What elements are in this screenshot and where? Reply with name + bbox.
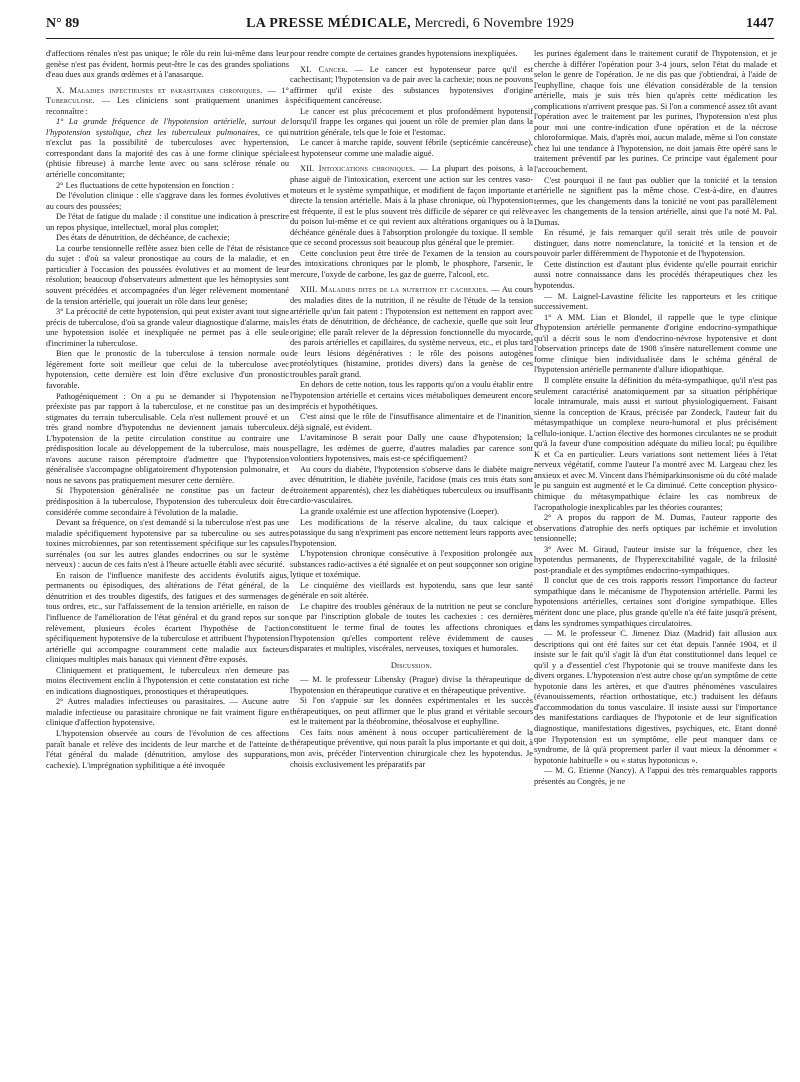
- paragraph: 3° Avec M. Giraud, l'auteur insiste sur la fréquence, chez les hypotendus permanents, de l'hyperexcitabilité vagale, de la frilosité post-prandiale et des symptômes endocrino-sympathiques.: [534, 544, 777, 575]
- paragraph-text: — Le cancer est hypotenseur parce qu'il est cachectisant; l'hypotension va de pair avec la cachexie; nous ne pouvons affirmer qu'il existe des substances hypotensives d'origine spécifiquement cancéreuse.: [290, 64, 533, 106]
- paragraph: 3° La précocité de cette hypotension, qui peut exister avant tout signe précis de tuberculose, d'où sa grande valeur diagnostique d'alarme, mais une hypotension isolée et inexpliquée ne permet pas à elle seule d'incriminer la tuberculose.: [46, 307, 289, 348]
- paragraph: 2° A propos du rapport de M. Dumas, l'auteur rapporte des observations d'atrophie des nerfs optiques par ischémie et involution tensionnelle;: [534, 513, 777, 544]
- section-title: XII. Intoxications chroniques.: [300, 164, 416, 174]
- paragraph: En raison de l'influence manifeste des accidents évolutifs aigus, permanents ou épisodiques, des altérations de l'état général, de la dénutrition et des troubles digestifs, des fatigues et des surmenages de tous ordres, etc., sur l'affaissement de la tension artérielle, en raison de l'influence de l'amélioration de l'état général et du grand repos sur son relèvement, plusieurs écoles écartent l'hypothèse de l'action spécifiquement hypotensive de la tuberculose et attribuent l'hypotension artérielle qui accompagne couramment cette maladie aux facteurs cliniques multiples mais banaux qui viennent d'être exposés.: [46, 570, 289, 665]
- paragraph: De l'évolution clinique : elle s'aggrave dans les formes évolutives et au cours des poussées;: [46, 191, 289, 211]
- discussion-heading: Discussion.: [390, 660, 433, 670]
- issue-number: N° 89: [46, 16, 80, 31]
- paragraph: L'hypotension observée au cours de l'évolution de ces affections paraît banale et relève des incidents de leur marche et de l'atteinte de l'état général du malade (dénutrition, amylose des suppurations, cachexie). L'imprégnation syphilitique a été invoquée: [46, 729, 289, 770]
- paragraph: Devant sa fréquence, on s'est demandé si la tuberculose n'est pas une maladie spécifiquement hypotensive par sa tuberculine ou ses autres toxines microbiennes, par son retentissement spécifique sur les capsules surrénales (ou sur les autres glandes endocrines ou sur le système nerveux) : aucun de ces faits n'est à l'heure actuelle établi avec sécurité.: [46, 518, 289, 570]
- paragraph: La grande oxalémie est une affection hypotensive (Loeper).: [300, 506, 500, 516]
- paragraph: pour rendre compte de certaines grandes hypotensions inexpliquées.: [290, 49, 518, 58]
- paragraph: Cette distinction est d'autant plus évidente qu'elle pourrait enrichir aussi notre connaissance dans les procédés thérapeutiques chez les hypotendus.: [534, 259, 777, 291]
- paragraph: — Les cliniciens sont pratiquement unanimes à reconnaître :: [46, 96, 289, 116]
- paragraph: 2° Les fluctuations de cette hypotension en fonction :: [56, 180, 235, 190]
- paragraph: d'affections rénales n'est pas unique; le rôle du rein lui-même dans leur genèse n'est pas évident, hormis peut-être le cas des grandes spoliations d'eau dues aux grands œdèmes et à l'anasarque.: [46, 49, 289, 80]
- paragraph: Le cancer est plus précocement et plus profondément hypotensif lorsqu'il frappe les organes qui jouent un rôle de premier plan dans la nutrition générale, tels que le foie et l'estomac.: [290, 106, 533, 137]
- paragraph: La courbe tensionnelle reflète assez bien celle de l'état de résistance du sujet : d'où sa valeur pronostique au cours de la maladie, et en particulier à l'occasion des poussées évolutives et au moment de leur résolution; beaucoup d'observateurs admettent que les hémoptysies sont souvent précédées et accompagnées d'un léger relèvement momentané de la tension artérielle, qui jouerait un rôle dans leur genèse;: [46, 243, 289, 306]
- page-number: 1447: [746, 16, 774, 31]
- paragraph: 2° Autres maladies infectieuses ou parasitaires. — Aucune autre maladie infectieuse ou parasitaire chronique ne fait vraiment figure en clinique d'affection hypotensive.: [46, 697, 289, 728]
- running-title: [46, 16, 774, 32]
- italic-text: 1° La grande fréquence de l'hypotension artérielle, surtout de l'hypotension systolique, chez les tuberculeux pulmonaires,: [46, 117, 289, 137]
- paragraph: Des états de dénutrition, de déchéance, de cachexie;: [56, 233, 230, 243]
- paragraph: Bien que le pronostic de la tuberculose à tension normale ou légèrement forte soit meilleur que celui de la tuberculose avec hypotension, cette dernière est loin d'être exclusive d'un pronostic favorable.: [46, 349, 289, 390]
- section-title: X. Maladies infectieuses et parasitaires chroniques. — 1° Tuberculose.: [46, 85, 289, 106]
- column-2: [290, 49, 533, 1069]
- paragraph-text: — Au cours des maladies dites de la nutrition, il ne résulte de l'étude de la tension artérielle qu'un fait patent : l'hypotension est nettement en rapport avec les états de dénutrition, de déchéance, de cachexie, quelle que soit leur origine; elle paraît relever de la dépression fonctionnelle du myocarde, des parois artérielles et capillaires, du système nerveux, etc., et plus tard de leurs lésions dégénératives : le rôle des poisons autogènes protéolytiques (histamine, protides divers) dans la genèse de ces troubles paraît grand.: [290, 285, 533, 379]
- paragraph: Il conclut que de ces trois rapports ressort l'importance du facteur sympathique dans le mécanisme de l'hypotension artérielle. Parmi les hypotensions artérielles, certaines sont d'origine sympathique. Elles méritent donc une place, plus grande qu'elle n'a été faite jusqu'à présent, dans les syndromes sympathiques circulatoires.: [534, 576, 777, 628]
- paragraph: Il complète ensuite la définition du méta-sympathique, qu'il n'est pas seulement caractérisé anatomiquement par sa situation périphérique locale intramurale, mais aussi et surtout physiologiquement. Faisant sienne la conception de Kraus, précisée par Zondeck, l'auteur fait du métasympathique un complexe neuro-humoral et plus précisément cellulo-ionique. L'action élective des hormones circulantes ne se produit qu'à la faveur d'une composition adéquate du milieu local; pu équilibre K et Ca en particulier. Leurs variations sont nettement liées à l'état nerveux végétatif, comme l'auteur l'a montré avec M. Largeau chez les anxieux et avec M. Vincent dans l'hémiparkinsonisme où du côté malade le pu sanguin est augmenté et le Ca diminué. Cette conception physico-chimique du métasympathique éclaire les cas nombreux de l'acropathologie inexplicables par les théories courantes;: [534, 375, 777, 512]
- page-header: [46, 14, 774, 39]
- paragraph: Si l'on s'appuie sur les données expérimentales et les succès thérapeutiques, on peut affirmer que le plus grand et véritable secours est le traitement par la théobromine, théosalvose et euphylline.: [290, 696, 533, 727]
- paragraph: [46, 117, 289, 180]
- section-heading-xii: [290, 164, 533, 248]
- section-heading-x: [46, 86, 289, 118]
- paragraph: C'est ainsi que le rôle de l'insuffisance alimentaire et de l'inanition, déjà signalé, est évident.: [290, 412, 533, 432]
- paragraph: — M. Laignel-Lavastine félicite les rapporteurs et les critique successivement.: [534, 291, 777, 312]
- paragraph: De l'état de fatigue du malade : il constitue une indication à prescrire un repos physique, intellectuel, moral plus complet;: [46, 212, 289, 232]
- paragraph: L'hypotension chronique consécutive à l'exposition prolongée aux substances radio-actives a été signalée et on peut soupçonner son origine lytique et toxémique.: [290, 549, 533, 580]
- paragraph: Ces faits nous amènent à nous occuper particulièrement de la thérapeutique préventive, qui nous paraît la plus importante et qui doit, à mon avis, précéder l'intervention chirurgicale chez les hypotendus. Je choisis exclusivement les préparatifs par: [290, 727, 533, 769]
- paragraph: Le cancer à marche rapide, souvent fébrile (septicémie cancéreuse), est hypotenseur comme une maladie aiguë.: [290, 138, 533, 158]
- column-3: [534, 49, 777, 1069]
- paragraph: Cliniquement et pratiquement, le tuberculeux n'en demeure pas moins électivement enclin à l'hypotension et cette constatation est riche en indications diagnostiques, pronostiques et thérapeutiques.: [46, 665, 289, 696]
- paragraph: — M. le professeur Libensky (Prague) divise la thérapeutique de l'hypotension en thérapeutique curative et en thérapeutique préventive.: [290, 675, 533, 695]
- journal-name: LA PRESSE MÉDICALE,: [246, 16, 411, 31]
- paragraph: — M. le professeur C. Jimenez Diaz (Madrid) fait allusion aux descriptions qui ont été faites sur cet état depuis l'année 1904, et il insiste sur le fait qu'il s'agit là d'un état constitutionnel dans lequel ce qu'il y a d'essentiel c'est l'hypotonie qui se trouve manifeste dans les divers organes. L'hypotension n'est autre chose qu'un symptôme de cette hypotonie dans les artères, et que d'autres phénomènes vasculaires (évanouissements, réaction orthostatique, etc.) traduisent les défauts d'accommodation du tonus vasculaire. Il insiste aussi sur l'importance des manifestations cardiaques de l'hypotonie et de leur signification diagnostique, manifestations digestives, psychiques, etc. Etant donné que l'hypotension est un symptôme, elle peut manquer dans ce syndrome, de là qu'à proprement parler il vaut mieux la dénommer « hypotonie habituelle » ou « status hypotonicus ».: [534, 629, 777, 765]
- paragraph: En dehors de cette notion, tous les rapports qu'on a voulu établir entre l'hypotension artérielle et certains vices métaboliques demeurent encore imprécis et hypothétiques.: [290, 380, 533, 411]
- paragraph-text: — La plupart des poisons, à la phase aiguë de l'intoxication, exercent une action sur les centres vaso-moteurs et le système sympathique, et modifient de façon importante et directe la tension artérielle. Mais à la phase chronique, où l'hypotension est fréquente, il est le plus souvent très difficile de séparer ce qui relève du poison lui-même et ce qui revient aux altérations organiques ou à la déchéance générale dues à l'absorption prolongée du toxique. Il semble que ce second processus soit beaucoup plus général que le premier.: [290, 164, 533, 248]
- paragraph: Cette conclusion peut être tirée de l'examen de la tension au cours des intoxications chroniques par le plomb, le phosphore, l'arsenic, le mercure, l'oxyde de carbone, les gaz de guerre, l'alcool, etc.: [290, 248, 533, 279]
- section-title: XIII. Maladies dites de la nutrition et cachexies.: [300, 285, 489, 295]
- paragraph: les purines également dans le traitement curatif de l'hypotension, et je cherche à différer l'opération pour 3-4 jours, selon l'état du malade et selon le genre de l'opération. Je ne dis pas que j'obtiendrai, à l'aide de l'euphylline, chaque fois une élévation considérable de la tension artérielle, mais je suis très bien qu'après cette médication les complications n'arrivent presque pas. Si l'on a commencé assez tôt avant l'opération avec le traitement par les purines, l'hypotension n'est plus pour moi une contre-indication d'une opération et de la nécrose chloroformique. Mais, d'après moi, aucun malade, même si l'on constate chez lui une tendance à l'hypotension, ne doit jamais être opéré sans le traitement préventif par les purines. Ce principe vaut également pour l'accouchement.: [534, 49, 777, 175]
- paragraph: Si l'hypotension généralisée ne constitue pas un facteur de prédisposition à la tuberculose, l'hypotension des tuberculeux doit être considérée comme secondaire à l'évolution de la maladie.: [46, 486, 289, 517]
- column-1: [46, 49, 289, 1069]
- paragraph: En résumé, je fais remarquer qu'il serait très utile de pouvoir distinguer, dans notre nomenclature, la tonicité et la tension et de pouvoir parler différemment de l'hypotonie et de l'hypotension.: [534, 228, 777, 259]
- paragraph: — M. G. Etienne (Nancy). A l'appui des très remarquables rapports présentés au Congrès, je ne: [534, 766, 777, 786]
- paragraph: Pathogéniquement : On a pu se demander si l'hypotension ne préexiste pas par rapport à la tuberculose, et ne constitue pas un des stigmates du terrain tuberculisable. Cela n'est nullement prouvé et un très grand nombre d'hypotendus ne deviennent jamais tuberculeux. L'hypotension de la petite circulation constitue au contraire une prédisposition locale au développement de la tuberculose, mais nous n'avons aucune raison péremptoire d'admettre que l'hypotension généralisée s'accompagne obligatoirement d'hypotension pulmonaire, et nous ne savons pas pratiquement mesurer cette dernière.: [46, 391, 289, 485]
- paragraph-text: ce qui n'exclut pas la possibilité de tuberculoses avec hypertension, correspondant dans la majorité des cas à une forme clinique spéciale (phtisie fibreuse) à marche lente avec ou sans sclérose rénale ou artérielle concomitante;: [46, 127, 289, 180]
- section-heading-xi: [290, 65, 533, 107]
- issue-date: Mercredi, 6 Novembre 1929: [414, 16, 574, 31]
- paragraph: Le chapitre des troubles généraux de la nutrition ne peut se conclure que par l'inscription globale de toutes les cachexies : ces dernières constituent le terme final de toutes les affections chroniques et l'hypotension qu'elles comportent relève évidemment de causes disparates et multiples, viscérales, nerveuses, toxiques et humorales.: [290, 601, 533, 654]
- paragraph: Au cours du diabète, l'hypotension s'observe dans le diabète maigre avec dénutrition, le diabète juvénile, l'acidose (mais ces trois états sont étroitement apparentés), chez les diabétiques tuberculeux ou insuffisants cardio-vasculaires.: [290, 464, 533, 506]
- paragraph: Le cinquième des vieillards est hypotendu, sans que leur santé générale en soit altérée.: [290, 580, 533, 601]
- paragraph: L'avitaminose B serait pour Dally une cause d'hypotension; la pellagre, les œdèmes de guerre, d'autres maladies par carence sont volontiers hypotensives, mais est-ce spécifiquement?: [290, 433, 533, 464]
- paragraph: 1° A MM. Lian et Blondel, il rappelle que le type clinique d'hypotension artérielle permanente d'origine endocrino-sympathique qu'il a décrit sous le nom d'endocrino-névrose hypotensive et dont l'observation princeps date de 1908 s'insère naturellement comme une forme clinique bien individualisée dans le schéma général de l'hypotension artérielle permanente d'allure idiopathique.: [534, 312, 777, 375]
- section-heading-xiii: [290, 285, 533, 380]
- paragraph: Les modifications de la réserve alcaline, du taux calcique et potassique du sang n'expriment pas encore nettement leurs rapports avec l'hypotension.: [290, 517, 533, 548]
- section-title: XI. Cancer.: [300, 64, 348, 74]
- paragraph: C'est pourquoi il ne faut pas oublier que la tonicité et la tension artérielle ne signifient pas la même chose. C'est-à-dire, en d'autres termes, que les changements dans la tonicité ne vont pas parallèlement avec les changements de la tension artérielle, ainsi que l'a noté M. Pal. Dumas.: [534, 175, 777, 227]
